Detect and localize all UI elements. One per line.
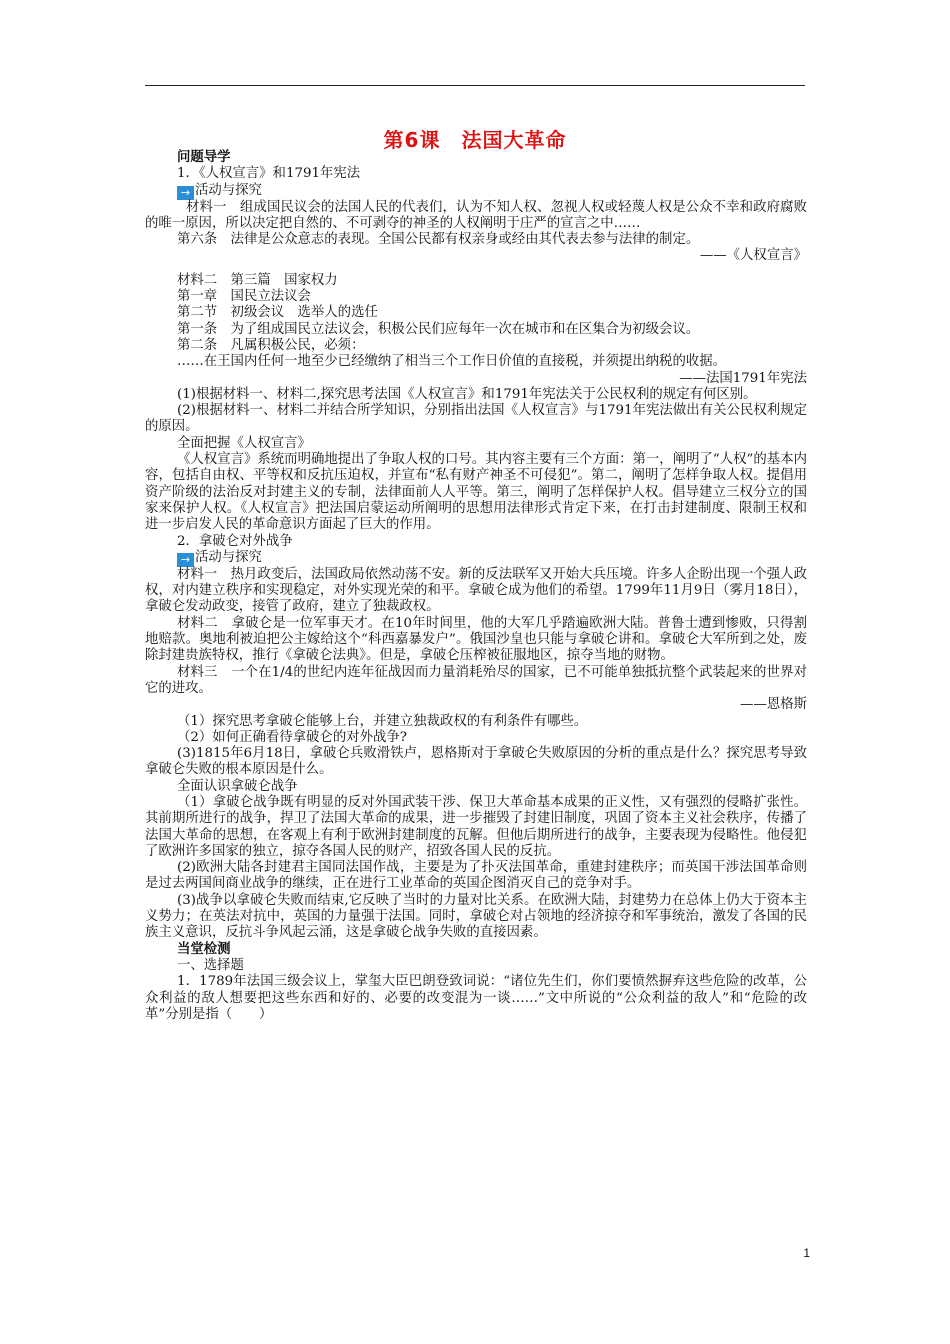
document-body: [145, 150, 807, 1023]
source-citation: ——法国1791年宪法: [679, 370, 807, 386]
subheading: 全面把握《人权宣言》: [177, 435, 311, 451]
paragraph: 第一章 国民立法议会: [177, 289, 311, 305]
question: (1)根据材料一、材料二,探究思考法国《人权宣言》和1791年宪法关于公民权利的规定有何区别。: [177, 386, 757, 402]
source-citation: ——恩格斯: [740, 697, 807, 713]
paragraph: 材料二 第三篇 国家权力: [177, 272, 338, 288]
source-citation: ——《人权宣言》: [699, 248, 807, 264]
page-title: 第6课 法国大革命: [383, 128, 567, 152]
question: (3)1815年6月18日，拿破仑兵败滑铁卢，恩格斯对于拿破仑失败原因的分析的重点是什么？探究思考导致拿破仑失败的根本原因是什么。: [145, 746, 807, 778]
header-rule: [145, 85, 805, 86]
paragraph: 材料三 一个在1/4的世纪内连年征战因而力量消耗殆尽的国家，已不可能单独抵抗整个武装起来的世界对它的进攻。: [145, 664, 807, 696]
paragraph: (3)战争以拿破仑失败而结束,它反映了当时的力量对比关系。在欧洲大陆，封建势力在总体上仍大于资本主义势力；在英法对抗中，英国的力量强于法国。同时，拿破仑对占领地的经济掠夺和军事统治，激发了各国的民族主义意识，反抗斗争风起云涌，这是拿破仑战争失败的直接因素。: [145, 892, 807, 941]
paragraph: （1）拿破仑战争既有明显的反对外国武装干涉、保卫大革命基本成果的正义性，又有强烈的侵略扩张性。其前期所进行的战争，捍卫了法国大革命的成果，进一步摧毁了封建旧制度，巩固了资本主义社会秩序，传播了法国大革命的思想，在客观上有利于欧洲封建制度的瓦解。但他后期所进行的战争，主要表现为侵略性。他侵犯了欧洲许多国家的独立，掠夺各国人民的财产，招致各国人民的反抗。: [145, 794, 807, 859]
paragraph: ……在王国内任何一地至少已经缴纳了相当三个工作日价值的直接税，并须提出纳税的收据。: [177, 354, 727, 370]
subheading: 全面认识拿破仑战争: [177, 778, 298, 794]
section-heading-guide: 问题导学: [177, 150, 231, 165]
paragraph: 材料一 热月政变后，法国政局依然动荡不安。新的反法联军又开始大兵压境。许多人企盼出现一个强人政权，对内建立秩序和实现稳定，对外实现光荣的和平。拿破仑成为他们的希望。1799年11月9日（雾月18日），拿破仑发动政变，接管了政府，建立了独裁政权。: [145, 566, 807, 615]
topic-1-heading: 1．《人权宣言》和1791年宪法: [177, 166, 361, 182]
question: （1）探究思考拿破仑能够上台，并建立独裁政权的有利条件有哪些。: [177, 713, 588, 729]
paragraph: 材料一 组成国民议会的法国人民的代表们，认为不知人权、忽视人权或轻蔑人权是公众不幸和政府腐败的唯一原因，所以决定把自然的、不可剥夺的神圣的人权阐明于庄严的宣言之中……: [145, 199, 807, 231]
paragraph: 第一条 为了组成国民立法议会，积极公民们应每年一次在城市和在区集合为初级会议。: [177, 321, 700, 337]
paragraph: (2)欧洲大陆各封建君主国同法国作战，主要是为了扑灭法国革命，重建封建秩序；而英国干涉法国革命则是过去两国间商业战争的继续，正在进行工业革命的英国企图消灭自己的竞争对手。: [145, 860, 807, 892]
activity-label: → 活动与探究: [145, 550, 807, 567]
page-number: 1: [803, 1246, 810, 1260]
question: (2)根据材料一、材料二并结合所学知识，分别指出法国《人权宣言》与1791年宪法做出有关公民权利规定的原因。: [145, 403, 807, 435]
question: （2）如何正确看待拿破仑的对外战争?: [177, 729, 407, 745]
question: 1．1789年法国三级会议上，掌玺大臣巴朗登致词说：“诸位先生们，你们要愤然摒弃这些危险的改革，公众利益的敌人想要把这些东西和好的、必要的改变混为一谈……”文中所说的“公众利益的敌人”和“危险的改革”分别是指（ ）: [145, 974, 807, 1022]
subheading: 一、选择题: [177, 957, 244, 973]
arrow-right-icon: →: [177, 553, 194, 567]
activity-label: → 活动与探究: [145, 183, 807, 200]
paragraph: 第六条 法律是公众意志的表现。全国公民都有权亲身或经由其代表去参与法律的制定。: [177, 232, 700, 248]
paragraph: 材料二 拿破仑是一位军事天才。在10年时间里，他的大军几乎踏遍欧洲大陆。普鲁士遭到惨败，只得割地赔款。奥地利被迫把公主嫁给这个“科西嘉暴发户”。俄国沙皇也只能与拿破仑讲和。拿破仑大军所到之处，废除封建贵族特权，推行《拿破仑法典》。但是，拿破仑压榨被征服地区，掠夺当地的财物。: [145, 615, 807, 664]
arrow-right-icon: →: [177, 186, 194, 200]
topic-2-heading: 2．拿破仑对外战争: [177, 533, 293, 549]
paragraph: 第二节 初级会议 选举人的选任: [177, 305, 378, 321]
paragraph: 《人权宣言》系统而明确地提出了争取人权的口号。其内容主要有三个方面：第一，阐明了“人权”的基本内容，包括自由权、平等权和反抗压迫权，并宣布“私有财产神圣不可侵犯”。第二，阐明了怎样争取人权。提倡用资产阶级的法治反对封建主义的专制，法律面前人人平等。第三，阐明了怎样保护人权。倡导建立三权分立的国家来保护人权。《人权宣言》把法国启蒙运动所阐明的思想用法律形式肯定下来，在打击封建制度、限制王权和进一步启发人民的革命意识方面起了巨大的作用。: [145, 452, 807, 533]
section-heading-check: 当堂检测: [177, 941, 231, 957]
paragraph: 第二条 凡属积极公民，必须：: [177, 337, 365, 353]
